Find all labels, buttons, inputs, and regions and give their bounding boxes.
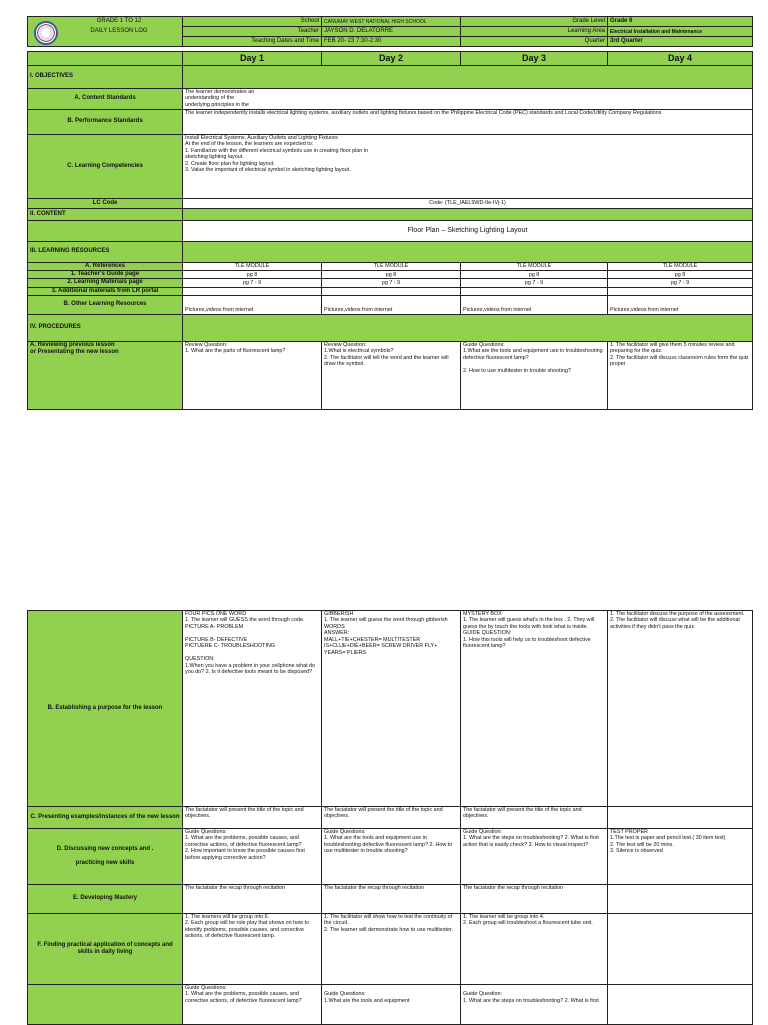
procedure-f-day-2: 1. The facilitator will show how to test the continuity of the circuit. 2. The learner will demonstrate how to use multitester. [322,914,461,985]
header-title-cell [28,17,183,47]
procedure-e-day-1: The faciatator the recap through recitation [183,885,322,914]
objectives-heading: I. OBJECTIVES [28,66,183,89]
school-label: School [183,17,322,27]
content-heading: II. CONTENT [28,209,183,221]
procedure-g-day-3: Guide Question: 1. What are the steps on troubleshooting? 2. What is first [461,985,608,1025]
other-day-3: Pictures,videos from internet [461,295,608,314]
tg-day-1: pg 8 [183,271,322,279]
procedure-f-label: F. Finding practical application of concepts and skills in daily living [28,914,183,985]
procedure-c-day-2: The faciatator will present the title of the topic and objectives. [322,807,461,829]
additional-materials-label: 3. Additional materials from LR portal [28,287,183,295]
day-header-blank [28,52,183,66]
procedure-e-label: E. Developing Mastery [28,885,183,914]
procedure-b-day-3: MYSTERY BOX 1. The learner will guess what's in the box . 2. They will guess the by touch the tools with look what is inside. GUIDE QUESTION: 1. How this tools will help us to troubleshoot defective fluorescent lamp? [461,611,608,807]
header-title-line2: DAILY LESSON LOG [90,28,148,34]
school-value: CANUMAY WEST NATIONAL HIGH SCHOOL [322,17,461,27]
performance-standards-text: The learner independently installs electrical lighting systems, auxiliary outlets and lighting fixtures based on the Philippine Electrical Code (PEC) standards and Local Code/Utility Company Regulations [183,110,753,135]
procedure-b-day-2: GIBBERISH 1. The learner will guess the word through gibberish WORDS ANSWER: MALL+TIE+CHESTER= MULTITESTER IS+CLUE+DIE+BEER= SCREW DRIVER FLY+ YEARS= PLIERS [322,611,461,807]
lm-day-1: pg 7 - 9 [183,279,322,287]
procedure-d-label: D. Discussing new concepts and . practicing new skills [28,829,183,885]
procedure-c-day-3: The faciatator will present the title of the topic and objectives. [461,807,608,829]
procedure-g-day-4 [608,985,753,1025]
tg-label: 1. Teacher's Guide page [28,271,183,279]
procedure-b-day-4: 1. The facilitator discuss the purpose of the assessment. 2. The facilitator will discuss what will be the additional activities if they didn't pass the quiz. [608,611,753,807]
procedure-a-day-2: Review Question: 1.What is electrical symbols? 2. The facilitator will tell the word and the learner will draw the symbol. [322,341,461,409]
quarter-label: Quarter [461,37,608,47]
lm-day-2: pg 7 - 9 [322,279,461,287]
procedure-e-day-4 [608,885,753,914]
procedure-a-day-4: 1. The facilitator will give them 5 minutes review and preparing for the quiz. 2. The facilitator will discuss classroom rules form the quiz proper [608,341,753,409]
procedure-d-day-4: TEST PROPER 1.The test is paper and pencil test.( 30 item test) 2. The test will be 20 mins. 3. Silence is observed [608,829,753,885]
teacher-label: Teacher [183,27,322,37]
lm-day-3: pg 7 - 9 [461,279,608,287]
procedure-a-day-3: Guide Questions: 1.What are the tools and equipment use in troubleshooting defective fluorescent lamp? 2. How to use multitester in trouble shooting? [461,341,608,409]
procedure-d-day-2: Guide Questions: 1. What are the tools and equipment use in troubleshooting defective fluorescent lamp? 2. How to use multitester in trouble shooting? [322,829,461,885]
content-standards-text: The learner demonstrates an understanding of the underlying principles in the [183,89,753,110]
reference-day-3: TLE MODULE [461,263,608,271]
dates-value: FEB 20- 23 7:30-2:30 [322,37,461,47]
procedure-c-day-4 [608,807,753,829]
content-standards-label: A. Content Standards [28,89,183,110]
lesson-log-page-2 [27,610,753,1025]
procedure-c-day-1: The faciatator will present the title of the topic and objectives. [183,807,322,829]
quarter-value: 3rd Quarter [608,37,753,47]
lesson-log-page-1 [27,16,753,410]
procedure-g-day-1: Guide Questions: 1. What are the problems, possible causes, and corrective actions, of defective fluorescent lamp? [183,985,322,1025]
other-day-2: Pictures,videos from internet [322,295,461,314]
day-4-header: Day 4 [608,52,753,66]
procedure-c-label: C. Presenting examples/instances of the new lesson [28,807,183,829]
deped-seal-icon [34,21,58,45]
procedure-a-label: A. Reviewing previous lesson or Presentating the new lesson [28,341,183,409]
procedure-f-day-3: 1. The learner will be group into 4. 2. Each group will troubleshoot a flourescent tube unit. [461,914,608,985]
other-day-4: Pictures,videos from internet [608,295,753,314]
other-day-1: Pictures,videos from internet [183,295,322,314]
procedure-g-label [28,985,183,1025]
other-resources-label: B. Other Learning Resources [28,295,183,314]
header-title-line1: GRADE 1 TO 12 [96,18,142,24]
tg-day-2: pg 8 [322,271,461,279]
procedure-d-day-1: Guide Questions: 1. What are the problems, possible causes, and corrective actions, of defective fluorescent lamp? 2. How important to know the possible causes first before applying corrective action? [183,829,322,885]
procedure-f-day-4 [608,914,753,985]
lm-day-4: pg 7 - 9 [608,279,753,287]
dates-label: Teaching Dates and Time [183,37,322,47]
procedure-g-day-2: Guide Questions: 1.What are the tools and equipment [322,985,461,1025]
procedure-d-day-3: Guide Question: 1. What are the steps on troubleshooting? 2. What is first action that is easily check? 3. How to visual inspect? [461,829,608,885]
procedure-e-day-2: The faciatator the recap through recitation [322,885,461,914]
procedure-b-day-1: FOUR PICS ONE WORD 1. The learner will GUESS the word through code. PICTURE A- PROBLEM PICTURE B- DEFECTIVE PICTUERE C- TROUBLESHOOTING QUESTION: 1.When you have a problem in your cellphone what do you do? 2. Is it defective tools meant to be disposed? [183,611,322,807]
procedure-f-day-1: 1. The learners will be group into 6. 2. Each group will be role play that shows on how to identify problems, possible causes, and corrective actions, of defective fluorescent lamp. [183,914,322,985]
area-value: Electrical Installation and Maintenance [608,27,753,37]
performance-standards-label: B. Performance Standards [28,110,183,135]
teacher-value: JAYSON D. DELATORRE [322,27,461,37]
lm-label: 2. Learning Materials page [28,279,183,287]
resources-heading: III. LEARNING RESOURCES [28,242,183,263]
day-2-header: Day 2 [322,52,461,66]
day-3-header: Day 3 [461,52,608,66]
procedure-a-day-1: Review Question: 1. What are the parts of fluorescent lamp? [183,341,322,409]
procedures-heading: IV. PROCEDURES [28,314,183,341]
grade-label: Grade Level [461,17,608,27]
references-label: A. References [28,263,183,271]
procedure-e-day-3: The faciatator the recap through recitation [461,885,608,914]
competencies-label: C. Learning Competencies [28,135,183,199]
tg-day-4: pg 8 [608,271,753,279]
grade-value: Grade 9 [608,17,753,27]
reference-day-2: TLE MODULE [322,263,461,271]
procedure-b-label: B. Establishing a purpose for the lesson [28,611,183,807]
day-1-header: Day 1 [183,52,322,66]
lc-code-text: Code: (TLE_IAEL9WD-IIe-IVj-1) [183,199,753,209]
reference-day-1: TLE MODULE [183,263,322,271]
lc-code-label: LC Code [28,199,183,209]
competencies-text: Install Electrical Systems, Auxiliary Outlets and Lighting Fixtures At the end of the lesson, the learners are expected to: 1. Familiarize with the different electrical symbols use in creating floor plan in sketching lighting layout. 2. Create floor plan for lighting layout. 3. Value the important of electrical symbol in sketching lighting layout. [183,135,753,199]
area-label: Learning Area [461,27,608,37]
tg-day-3: pg 8 [461,271,608,279]
content-topic: Floor Plan – Sketching Lighting Layout [183,221,753,242]
reference-day-4: TLE MODULE [608,263,753,271]
